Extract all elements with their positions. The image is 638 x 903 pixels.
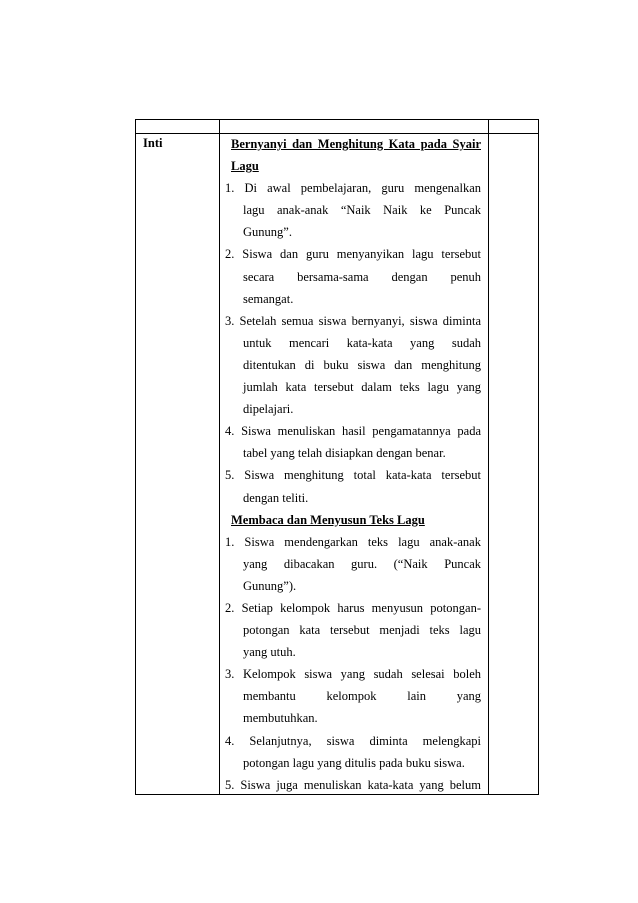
item-text: yang dibacakan guru. (“Naik Puncak [243,556,481,571]
item-text: secara bersama-sama dengan penuh [243,269,481,284]
item-text: Gunung”. [243,225,292,240]
column-divider-1 [219,120,220,794]
item-text: 3. Kelompok siswa yang sudah selesai boleh [225,667,481,682]
item-text: 2. Setiap kelompok harus menyusun potongan- [225,600,481,615]
item-text: yang utuh. [243,645,296,660]
item-text: ditentukan di buku siswa dan menghitung [243,357,481,372]
section1-heading-line1: Bernyanyi dan Menghitung Kata pada Syair [231,137,481,151]
section2-item-4 [225,730,481,774]
item-text: 3. Setelah semua siswa bernyanyi, siswa diminta [225,313,481,328]
item-text: dengan teliti. [243,490,309,505]
item-text: 1. Siswa mendengarkan teks lagu anak-anak [225,534,481,549]
row-label: Inti [143,136,163,150]
section1-item-1 [225,177,481,243]
section2-item-5 [225,774,481,796]
item-text: 5. Siswa juga menuliskan kata-kata yang belum [225,777,481,792]
item-text: 4. Selanjutnya, siswa diminta melengkapi [225,733,481,748]
section2-item-2 [225,597,481,663]
section1-item-4 [225,420,481,464]
lesson-table [135,119,539,795]
section1-item-2 [225,243,481,309]
section2-item-1 [225,531,481,597]
item-text: Gunung”). [243,578,297,593]
item-text: membutuhkan. [243,711,318,726]
item-text: potongan lagu yang ditulis pada buku siswa. [243,755,465,770]
section1-heading-line2: Lagu [231,159,259,174]
item-text: 4. Siswa menuliskan hasil pengamatannya pada [225,424,481,439]
item-text: 1. Di awal pembelajaran, guru mengenalkan [225,181,481,196]
item-text: 2. Siswa dan guru menyanyikan lagu tersebut [225,247,481,262]
section2-heading: Membaca dan Menyusun Teks Lagu [231,512,425,527]
item-text: membantu kelompok lain yang [243,689,481,704]
item-text: dipelajari. [243,402,294,417]
section1-item-5 [225,464,481,508]
column-divider-2 [488,120,489,794]
item-text: 5. Siswa menghitung total kata-kata tersebut [225,468,481,483]
activity-content [225,133,481,796]
item-text: tabel yang telah disiapkan dengan benar. [243,446,446,461]
item-text: lagu anak-anak “Naik Naik ke Puncak [243,203,481,218]
item-text: jumlah kata tersebut dalam teks lagu yang [243,380,481,395]
section2-item-3 [225,663,481,729]
section1-item-3 [225,310,481,420]
item-text: semangat. [243,291,294,306]
item-text: untuk mencari kata-kata yang sudah [243,335,481,350]
item-text: potongan kata tersebut menjadi teks lagu [243,623,481,638]
